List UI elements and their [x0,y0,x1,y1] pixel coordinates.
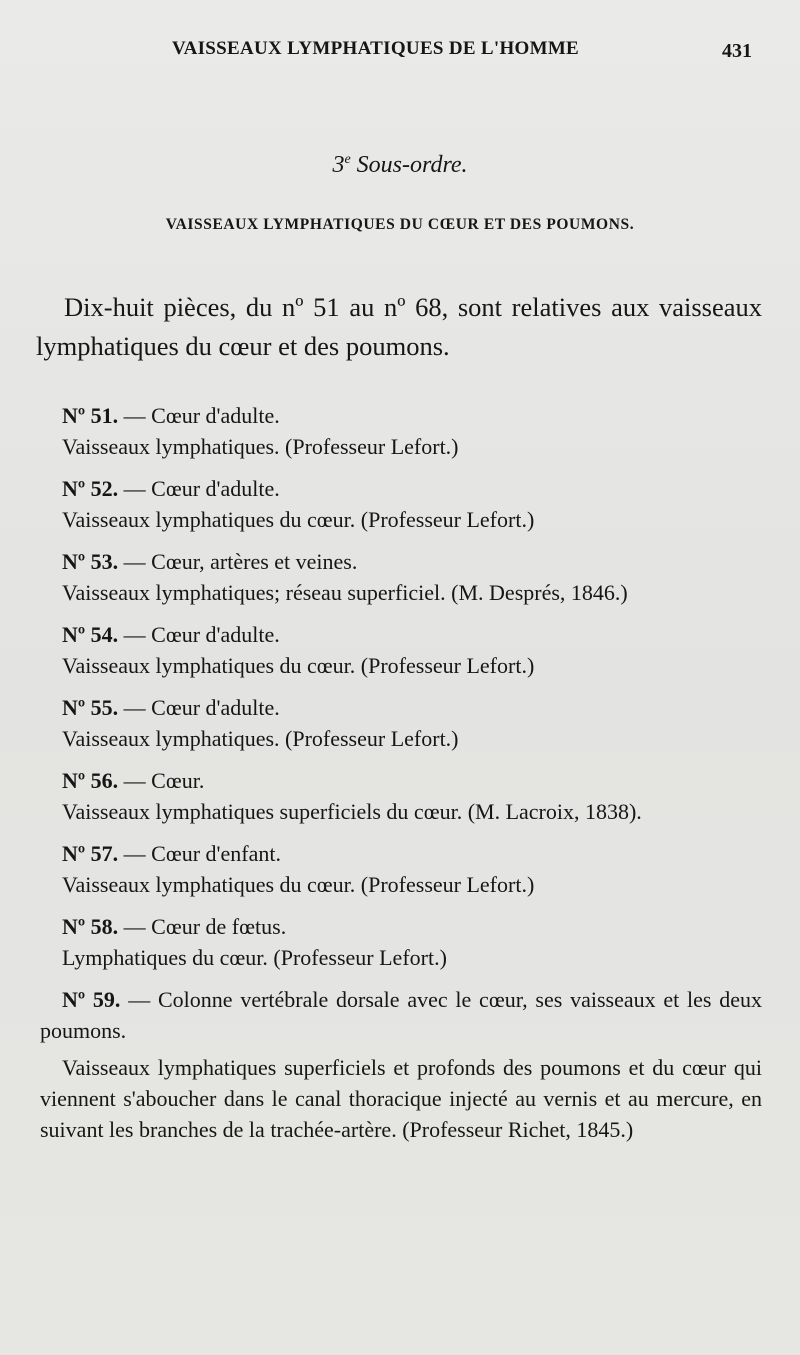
entry-number: Nº 52. [62,476,119,501]
catalogue-entry [40,765,762,827]
entry-number: Nº 56. [62,768,119,793]
entry-description: Vaisseaux lymphatiques du cœur. (Professeur Lefort.) [62,507,535,532]
suborder-superscript: e [344,152,351,167]
entry-title: — Cœur d'adulte. [123,403,280,428]
entry-title: — Cœur de fœtus. [123,914,287,939]
entry-description: Vaisseaux lymphatiques superficiels et profonds des poumons et du cœur qui viennent s'aboucher dans le canal thoracique injecté au vernis et au mercure, en suivant les branches de la trachée-artère. (Professeur Richet, 1845.) [40,1055,762,1142]
entry-description: Vaisseaux lymphatiques; réseau superficiel. (M. Després, 1846.) [62,580,628,605]
running-header [0,38,800,66]
entry-title: — Colonne vertébrale dorsale avec le cœur, ses vaisseaux et les deux poumons. [40,987,763,1043]
catalogue-entry [40,984,762,1145]
entry-description: Lymphatiques du cœur. (Professeur Lefort.) [62,945,447,970]
entry-heading [40,838,762,869]
catalogue-entry [40,838,762,900]
entry-number: Nº 57. [62,841,119,866]
entry-title: — Cœur d'adulte. [123,622,280,647]
section-heading: VAISSEAUX LYMPHATIQUES DU CŒUR ET DES POUMONS. [165,216,635,233]
entry-description: Vaisseaux lymphatiques superficiels du cœur. (M. Lacroix, 1838). [62,799,642,824]
intro-paragraph: Dix-huit pièces, du nº 51 au nº 68, sont relatives aux vaisseaux lymphatiques du cœur et des poumons. [36,292,762,361]
entry-heading [40,984,762,1046]
entry-description: Vaisseaux lymphatiques du cœur. (Professeur Lefort.) [62,872,535,897]
catalogue-entry [40,692,762,754]
entry-title: — Cœur d'adulte. [123,695,280,720]
entry-heading [40,692,762,723]
catalogue-entry [40,619,762,681]
entry-description: Vaisseaux lymphatiques. (Professeur Lefort.) [62,726,459,751]
running-title: VAISSEAUX LYMPHATIQUES DE L'HOMME [172,38,580,59]
entry-title: — Cœur, artères et veines. [123,549,358,574]
entry-title: — Cœur. [123,768,205,793]
entry-number: Nº 55. [62,695,119,720]
entry-title: — Cœur d'adulte. [123,476,280,501]
entry-number: Nº 53. [62,549,119,574]
entry-number: Nº 54. [62,622,119,647]
catalogue-entry [40,400,762,462]
suborder-label: Sous-ordre. [356,152,468,178]
entry-description: Vaisseaux lymphatiques du cœur. (Professeur Lefort.) [62,653,535,678]
entry-heading [40,911,762,942]
entry-number: Nº 59. [62,987,121,1012]
entry-heading [40,619,762,650]
catalogue-entry [40,473,762,535]
entry-heading [40,765,762,796]
entry-title: — Cœur d'enfant. [123,841,281,866]
entry-description: Vaisseaux lymphatiques. (Professeur Lefort.) [62,434,459,459]
entry-number: Nº 58. [62,914,119,939]
suborder-heading [0,152,800,179]
entry-heading [40,473,762,504]
catalogue-entry [40,911,762,973]
catalogue-entries [40,400,762,1156]
page-number: 431 [722,40,752,62]
entry-number: Nº 51. [62,403,119,428]
entry-heading [40,400,762,431]
suborder-ordinal: 3 [332,152,345,178]
entry-heading [40,546,762,577]
catalogue-entry [40,546,762,608]
